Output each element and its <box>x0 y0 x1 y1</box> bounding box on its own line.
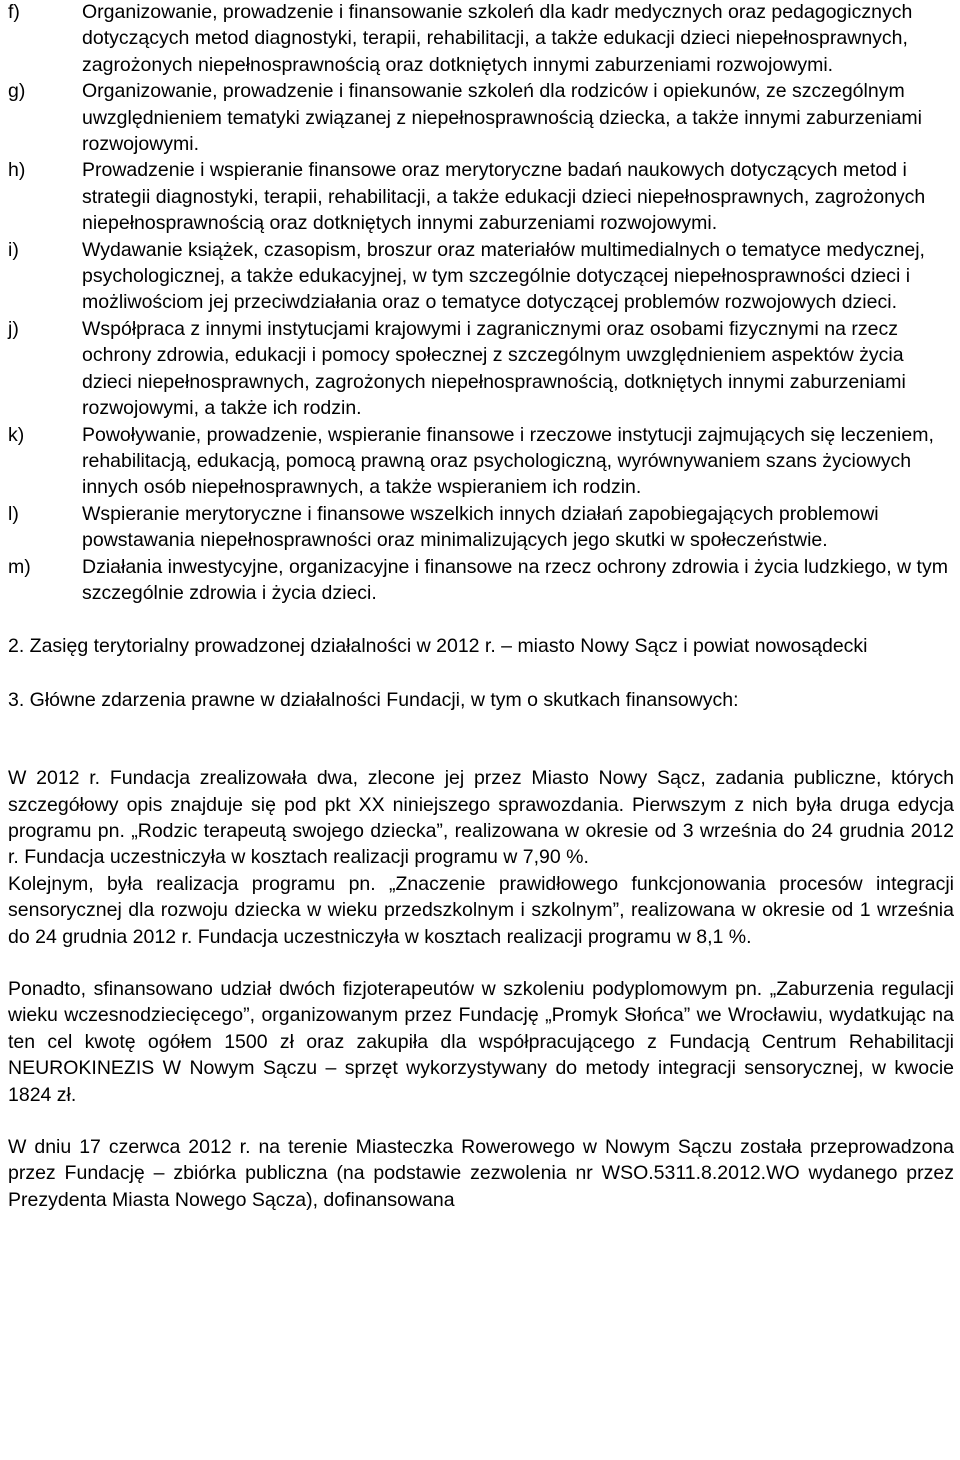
list-marker: j) <box>8 317 19 340</box>
list-item-text: Organizowanie, prowadzenie i finansowanie szkoleń dla kadr medycznych oraz pedagogicznych dotyczących metod diagnostyki, terapii, rehabilitacji, a także edukacji dzieci niepełnosprawnych, zagrożonych niepełnosprawnością oraz dotkniętych innymi zaburzeniami rozwojowymi. <box>82 1 913 76</box>
list-marker: f) <box>8 1 20 23</box>
paragraph-collection: W dniu 17 czerwca 2012 r. na terenie Miasteczka Rowerowego w Nowym Sączu została przeprowadzona przez Fundację – zbiórka publiczna (na podstawie zezwolenia nr WSO.5311.8.2012.WO wydanego przez Prezydenta Miasta Nowego Sącza), dofinansowana <box>8 1136 954 1211</box>
list-item-text: Współpraca z innymi instytucjami krajowymi i zagranicznymi oraz osobami fizycznymi na rzecz ochrony zdrowia, edukacji i pomocy społecznej z szczególnym uwzględnieniem aspektów życia dzieci niepełnosprawnych, zagrożonych niepełnosprawnością, dotkniętych innymi zaburzeniami rozwojowymi, a także ich rodzin. <box>82 317 906 420</box>
list-item-l <box>8 501 954 554</box>
list-item-m <box>8 554 954 607</box>
section-2-heading: 2. Zasięg terytorialny prowadzonej działalności w 2012 r. – miasto Nowy Sącz i powiat nowosądecki <box>8 635 868 658</box>
list-item-text: Działania inwestycyjne, organizacyjne i finansowe na rzecz ochrony zdrowia i życia ludzkiego, w tym szczególnie zdrowia i życia dzieci. <box>82 555 948 604</box>
list-item-text: Powoływanie, prowadzenie, wspieranie finansowe i rzeczowe instytucji zajmujących się leczeniem, rehabilitacją, edukacją, pomocą prawną oraz psychologiczną, wyrównywaniem szans życiowych innych osób niepełnosprawnych, a także wspieraniem ich rodzin. <box>82 423 934 499</box>
list-marker: g) <box>8 80 26 103</box>
paragraph-tasks-intro: W 2012 r. Fundacja zrealizowała dwa, zlecone jej przez Miasto Nowy Sącz, zadania publiczne, których szczegółowy opis znajduje się pod pkt XX niniejszego sprawozdania. Pierwszym z nich była druga edycja programu pn. „Rodzic terapeutą swojego dziecka”, realizowana w okresie od 3 września do 24 grudnia 2012 r. Fundacja uczestniczyła w kosztach realizacji programu w 7,90 %. <box>8 767 954 869</box>
list-marker: l) <box>8 502 19 525</box>
objectives-list <box>8 0 954 606</box>
list-item-text: Prowadzenie i wspieranie finansowe oraz merytoryczne badań naukowych dotyczących metod i strategii diagnostyki, terapii, rehabilitacji, a także edukacji dzieci niepełnosprawnych, zagrożonych niepełnosprawnością oraz dotkniętych innymi zaburzeniami rozwojowymi. <box>82 159 926 235</box>
list-item-j <box>8 316 954 422</box>
list-item-text: Organizowanie, prowadzenie i finansowanie szkoleń dla rodziców i opiekunów, ze szczególnym uwzględnieniem tematyki związanej z niepełnosprawnością dziecka, a także innymi zaburzeniami rozwojowymi. <box>82 80 922 156</box>
list-item-f <box>8 0 954 78</box>
paragraph-training: Ponadto, sfinansowano udział dwóch fizjoterapeutów w szkoleniu podyplomowym pn. „Zaburzenia regulacji wieku wczesnodziecięcego”, organizowanym przez Fundację „Promyk Słońca” we Wrocławiu, wydatkując na ten cel kwotę ogółem 1500 zł oraz zakupiła dla współpracującego z Fundacją Centrum Rehabilitacji NEUROKINEZIS W Nowym Sączu – sprzęt wykorzystywany do metody integracji sensorycznej, w kwocie 1824 zł. <box>8 978 954 1106</box>
list-marker: h) <box>8 159 26 182</box>
list-item-h <box>8 157 954 236</box>
section-3-heading: 3. Główne zdarzenia prawne w działalności Fundacji, w tym o skutkach finansowych: <box>8 688 739 711</box>
list-item-text: Wspieranie merytoryczne i finansowe wszelkich innych działań zapobiegających problemowi powstawania niepełnosprawności oraz minimalizujących jego skutki w społeczeństwie. <box>82 502 879 552</box>
list-item-g <box>8 78 954 157</box>
list-item-i <box>8 237 954 316</box>
list-item-k <box>8 422 954 501</box>
list-marker: i) <box>8 238 19 261</box>
list-item-text: Wydawanie książek, czasopism, broszur oraz materiałów multimedialnych o tematyce medycznej, psychologicznej, a także edukacyjnej, w tym szczególnie dotyczącej niepełnosprawności dzieci i możliwościom jej przeciwdziałania oraz o tematyce dotyczącej problemów rozwojowych dzieci. <box>82 238 925 314</box>
paragraph-second-program: Kolejnym, była realizacja programu pn. „Znaczenie prawidłowego funkcjonowania procesów integracji sensorycznej dla rozwoju dziecka w wieku przedszkolnym i szkolnym”, realizowana w okresie od 1 września do 24 grudnia 2012 r. Fundacja uczestniczyła w kosztach realizacji programu w 8,1 %. <box>8 872 954 948</box>
list-marker: k) <box>8 423 25 446</box>
list-marker: m) <box>8 555 31 578</box>
